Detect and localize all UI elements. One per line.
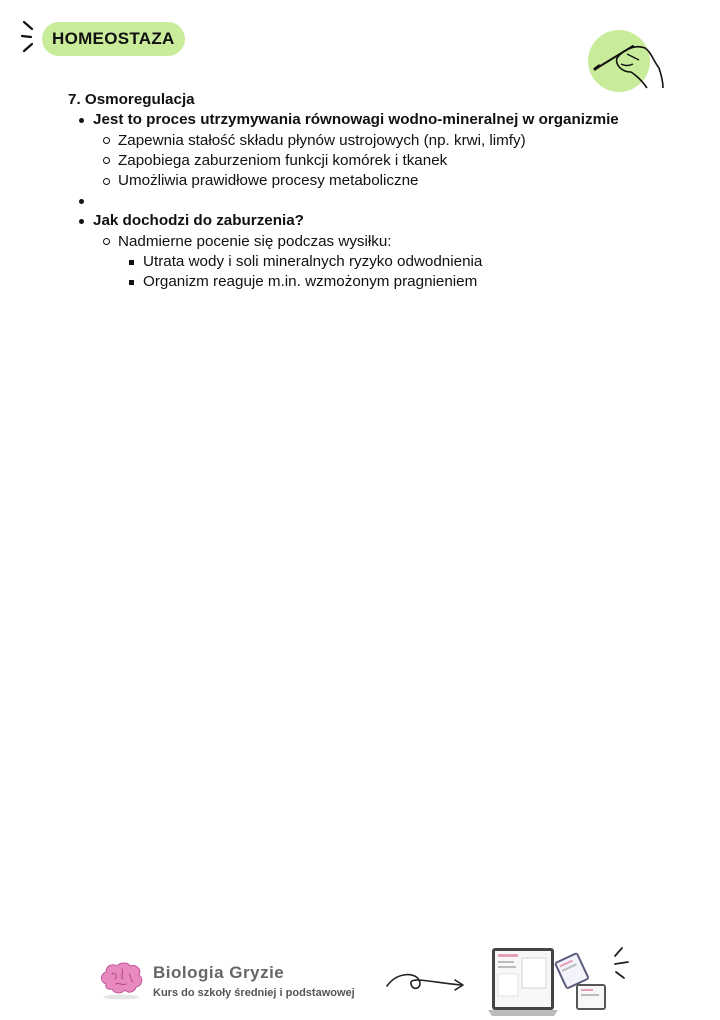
writing-hand-icon (587, 26, 667, 96)
brand-name: Biologia Gryzie (153, 963, 285, 982)
brain-logo-icon (98, 960, 144, 1000)
devices-mockup-icon (488, 944, 633, 1020)
list-item: Utrata wody i soli mineralnych ryzyko odwodnienia (118, 252, 688, 272)
brand-tagline: Kurs do szkoły średniej i podstawowej (153, 987, 355, 999)
curly-arrow-icon (385, 968, 467, 998)
notes-content (68, 90, 688, 293)
list-item: Zapewnia stałość składu płynów ustrojowych (np. krwi, limfy) (93, 131, 688, 151)
sub-list (93, 232, 688, 293)
list-item-text: Jest to proces utrzymywania równowagi wodno-mineralnej w organizmie (93, 111, 619, 129)
sparkle-lines-icon (20, 20, 42, 54)
list-item (93, 232, 688, 293)
list-item: Zapobiega zaburzeniom funkcji komórek i tkanek (93, 151, 688, 171)
list-item (68, 110, 688, 191)
sub-list (93, 131, 688, 192)
sub-sub-list (118, 252, 688, 293)
list-item (68, 211, 688, 292)
list-item: Organizm reaguje m.in. wzmożonym pragnieniem (118, 272, 688, 292)
bullet-list (68, 110, 688, 292)
list-item-text: Nadmierne pocenie się podczas wysiłku: (118, 232, 392, 250)
spacer (68, 191, 688, 211)
list-item-text: Jak dochodzi do zaburzenia? (93, 212, 304, 230)
page-title-badge (42, 22, 185, 56)
page-title: HOMEOSTAZA (52, 29, 175, 48)
list-item: Umożliwia prawidłowe procesy metaboliczne (93, 171, 688, 191)
section-title: 7. Osmoregulacja (68, 91, 195, 108)
